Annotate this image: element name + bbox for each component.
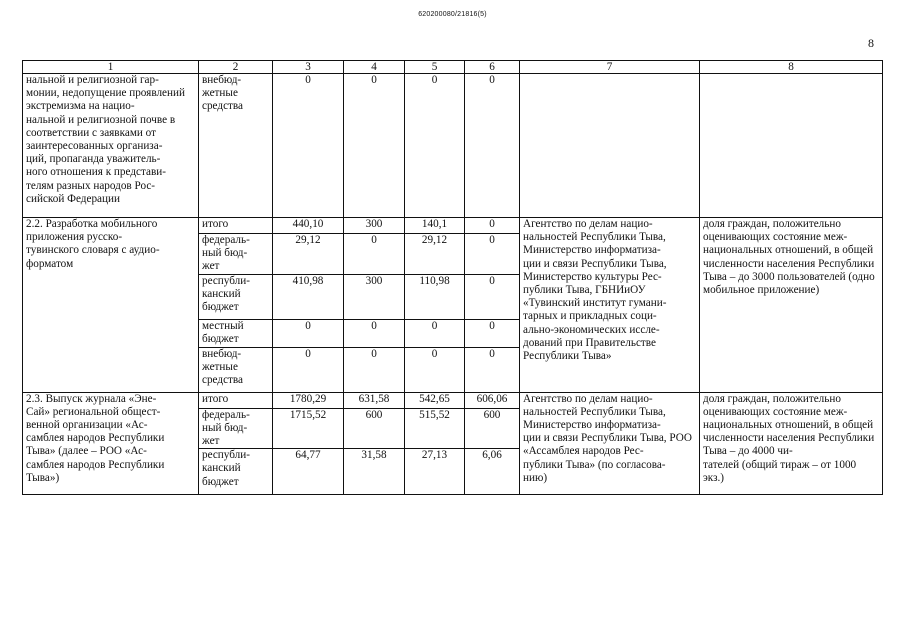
funding-amount: 515,52 <box>405 408 465 449</box>
funding-amount: 0 <box>465 218 520 234</box>
program-table <box>22 60 883 495</box>
funding-amount: 140,1 <box>405 218 465 234</box>
funding-source: местный бюджет <box>199 319 273 347</box>
funding-amount: 542,65 <box>405 392 465 408</box>
funding-source: внебюд- жетные средства <box>199 74 273 218</box>
funding-amount: 410,98 <box>273 274 344 319</box>
funding-amount: 300 <box>344 218 405 234</box>
funding-source: внебюд- жетные средства <box>199 347 273 392</box>
funding-amount: 600 <box>344 408 405 449</box>
funding-amount: 29,12 <box>273 234 344 275</box>
column-header: 1 <box>23 61 199 74</box>
funding-amount: 606,06 <box>465 392 520 408</box>
funding-amount: 31,58 <box>344 449 405 495</box>
column-header: 8 <box>700 61 883 74</box>
funding-amount: 0 <box>344 234 405 275</box>
funding-source: республи- канский бюджет <box>199 274 273 319</box>
document-id: 620200080/21816(5) <box>418 11 487 18</box>
funding-amount: 0 <box>405 319 465 347</box>
funding-amount: 0 <box>273 319 344 347</box>
column-header: 7 <box>520 61 700 74</box>
column-header: 5 <box>405 61 465 74</box>
funding-amount: 0 <box>465 234 520 275</box>
funding-amount: 0 <box>465 74 520 218</box>
funding-amount: 0 <box>465 347 520 392</box>
column-header: 4 <box>344 61 405 74</box>
funding-amount: 0 <box>405 74 465 218</box>
funding-amount: 6,06 <box>465 449 520 495</box>
table-row <box>23 74 883 218</box>
funding-amount: 0 <box>465 274 520 319</box>
funding-amount: 64,77 <box>273 449 344 495</box>
funding-amount: 600 <box>465 408 520 449</box>
funding-source: итого <box>199 218 273 234</box>
funding-source: федераль- ный бюд- жет <box>199 408 273 449</box>
funding-amount: 27,13 <box>405 449 465 495</box>
funding-source: федераль- ный бюд- жет <box>199 234 273 275</box>
page-number: 8 <box>868 36 874 50</box>
column-header: 6 <box>465 61 520 74</box>
funding-amount: 110,98 <box>405 274 465 319</box>
funding-amount: 300 <box>344 274 405 319</box>
measure-description: 2.3. Выпуск журнала «Эне- Сай» региональной общест- венной организации «Ас- самблея народов Республики Тыва» (далее – РОО «Ас- самблея народов Республики Тыва») <box>23 392 199 495</box>
column-header: 3 <box>273 61 344 74</box>
table-body <box>23 74 883 495</box>
empty-cell <box>700 74 883 218</box>
measure-description: нальной и религиозной гар- монии, недопущение проявлений экстремизма на нацио- нальной и религиозной почве в соответствии с заявками от заинтересованных организа- ций, пропаганда уважитель- ного отношения к представи- телям разных народов Рос- сийской Федерации <box>23 74 199 218</box>
table-row <box>23 392 883 408</box>
funding-source: итого <box>199 392 273 408</box>
column-header: 2 <box>199 61 273 74</box>
target-indicator: доля граждан, положительно оценивающих состояние меж- национальных отношений, в общей численности населения Республики Тыва – до 4000 чи- тателей (общий тираж – от 1000 экз.) <box>700 392 883 495</box>
funding-amount: 0 <box>273 347 344 392</box>
funding-amount: 29,12 <box>405 234 465 275</box>
funding-amount: 1715,52 <box>273 408 344 449</box>
funding-amount: 0 <box>344 347 405 392</box>
funding-source: республи- канский бюджет <box>199 449 273 495</box>
funding-amount: 0 <box>273 74 344 218</box>
funding-amount: 0 <box>344 74 405 218</box>
column-number-row <box>23 61 883 74</box>
funding-amount: 0 <box>344 319 405 347</box>
funding-amount: 631,58 <box>344 392 405 408</box>
funding-amount: 440,10 <box>273 218 344 234</box>
funding-amount: 0 <box>405 347 465 392</box>
responsible-executors: Агентство по делам нацио- нальностей Республики Тыва, Министерство информатиза- ции и связи Республики Тыва, РОО «Ассамблея народов Рес- публики Тыва» (по согласова- нию) <box>520 392 700 495</box>
target-indicator: доля граждан, положительно оценивающих состояние меж- национальных отношений, в общей численности населения Республики Тыва – до 3000 пользователей (одно мобильное приложение) <box>700 218 883 393</box>
funding-amount: 0 <box>465 319 520 347</box>
empty-cell <box>520 74 700 218</box>
responsible-executors: Агентство по делам нацио- нальностей Республики Тыва, Министерство информатиза- ции и связи Республики Тыва, Министерство культуры Рес- публики Тыва, ГБНИиОУ «Тувинский институт гумани- тарных и прикладных соци- ально-экономических иссле- дований при Правительстве Республики Тыва» <box>520 218 700 393</box>
funding-amount: 1780,29 <box>273 392 344 408</box>
table-row <box>23 218 883 234</box>
measure-description: 2.2. Разработка мобильного приложения русско- тувинского словаря с аудио- форматом <box>23 218 199 393</box>
